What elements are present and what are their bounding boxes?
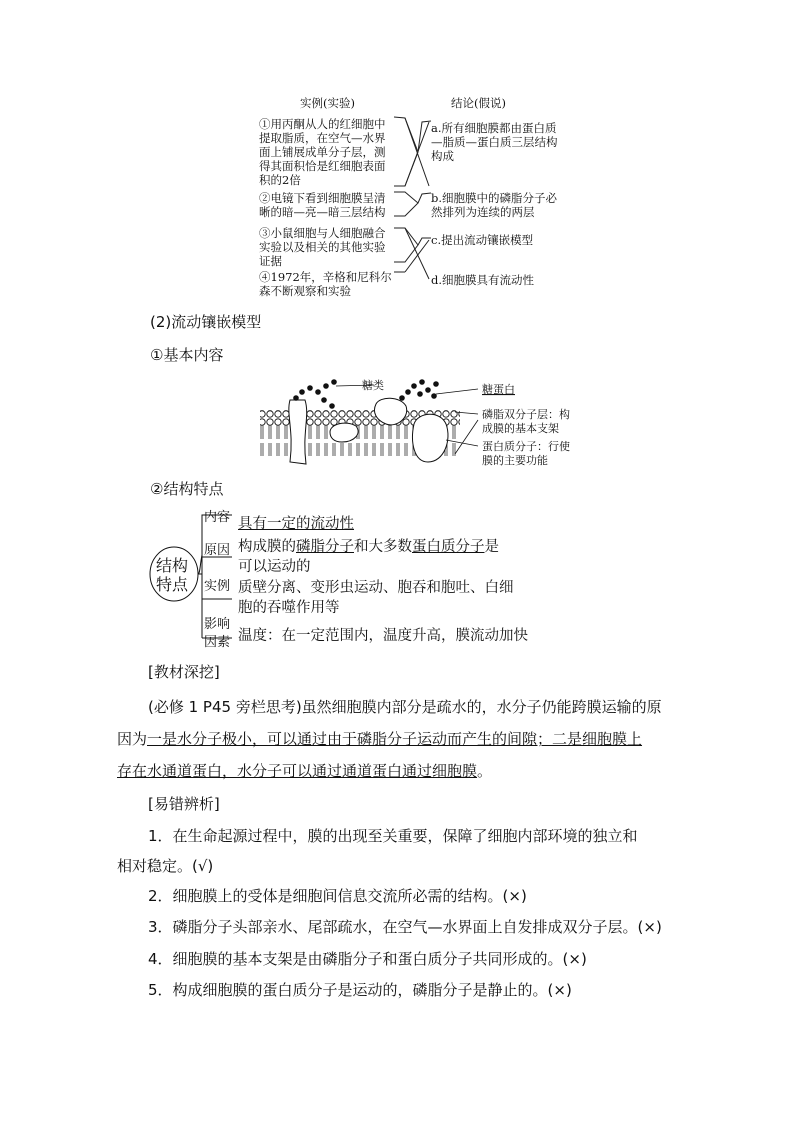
error-item-3: 3．磷脂分子头部亲水、尾部疏水，在空气—水界面上自发排成双分子层。(×) bbox=[148, 918, 662, 936]
label-protein-1: 蛋白质分子：行使 bbox=[482, 440, 570, 453]
feature-factor: 温度：在一定范围内，温度升高，膜流动加快 bbox=[238, 628, 528, 644]
membrane-diagram bbox=[250, 372, 580, 472]
label-content: 内容 bbox=[204, 510, 231, 525]
label-sugar: 糖类 bbox=[362, 379, 384, 392]
table-header-left: 实例(实验) bbox=[300, 96, 355, 110]
matching-lines bbox=[0, 0, 794, 300]
error-item-5: 5．构成细胞膜的蛋白质分子是运动的，磷脂分子是静止的。(×) bbox=[148, 981, 572, 999]
example-4: ④1972年，辛格和尼科尔 森不断观察和实验 bbox=[259, 270, 392, 298]
conclusion-c: c.提出流动镶嵌模型 bbox=[431, 233, 534, 247]
table-header-right: 结论(假说) bbox=[451, 96, 506, 110]
example-1: ①用丙酮从人的红细胞中 提取脂质，在空气—水界 面上铺展成单分子层，测 得其面积恰是红细胞表面 积的2倍 bbox=[259, 117, 386, 187]
subsection-basic: ①基本内容 bbox=[150, 346, 224, 364]
protein-surface bbox=[330, 423, 358, 442]
cross-line-4 bbox=[405, 240, 429, 272]
deep-dig-line-3: 存在水通道蛋白，水分子可以通过通道蛋白通过细胞膜。 bbox=[117, 762, 493, 780]
deep-dig-line-1: (必修 1 P45 旁栏思考)虽然细胞膜内部分是疏水的，水分子仍能跨膜运输的原 bbox=[148, 698, 662, 716]
protein-transmembrane bbox=[289, 400, 307, 464]
label-glycoprotein: 糖蛋白 bbox=[482, 383, 515, 396]
deep-dig-title: [教材深挖] bbox=[148, 663, 220, 681]
error-item-1: 1．在生命起源过程中，膜的出现至关重要，保障了细胞内部环境的独立和 bbox=[148, 827, 638, 845]
label-example: 实例 bbox=[204, 579, 231, 594]
label-bilayer-1: 磷脂双分子层：构 bbox=[482, 408, 570, 421]
label-reason: 原因 bbox=[204, 543, 231, 558]
example-2: ②电镜下看到细胞膜呈清 晰的暗—亮—暗三层结构 bbox=[259, 191, 386, 219]
error-analysis-title: [易错辨析] bbox=[148, 795, 220, 813]
subsection-features: ②结构特点 bbox=[150, 480, 224, 498]
right-bracket-c bbox=[418, 238, 431, 245]
bracket-2 bbox=[394, 192, 418, 216]
feature-example: 质壁分离、变形虫运动、胞吞和胞吐、白细 胞的吞噬作用等 bbox=[238, 580, 514, 616]
bracket-1 bbox=[394, 117, 418, 186]
section-title: (2)流动镶嵌模型 bbox=[150, 313, 262, 331]
error-item-2: 2．细胞膜上的受体是细胞间信息交流所必需的结构。(×) bbox=[148, 887, 527, 905]
conclusion-d: d.细胞膜具有流动性 bbox=[431, 273, 535, 287]
conclusion-a: a.所有细胞膜都由蛋白质 —脂质—蛋白质三层结构 构成 bbox=[431, 121, 558, 163]
center-label: 结构 特点 bbox=[156, 556, 189, 594]
right-bracket-b bbox=[418, 193, 431, 203]
label-protein-2: 膜的主要功能 bbox=[482, 454, 548, 467]
feature-reason: 构成膜的磷脂分子和大多数蛋白质分子是 可以运动的 bbox=[238, 539, 499, 575]
example-3: ③小鼠细胞与人细胞融合 实验以及相关的其他实验 证据 bbox=[259, 226, 386, 268]
leader-glycoprotein bbox=[436, 389, 478, 394]
cross-line-3 bbox=[405, 228, 429, 279]
label-bilayer-2: 成膜的基本支架 bbox=[482, 422, 559, 435]
deep-dig-line-2: 因为一是水分子极小，可以通过由于磷脂分子运动而产生的间隙；二是细胞膜上 bbox=[117, 730, 643, 748]
error-item-4: 4．细胞膜的基本支架是由磷脂分子和蛋白质分子共同形成的。(×) bbox=[148, 950, 587, 968]
bracket-3 bbox=[394, 228, 418, 262]
label-factor: 影响 因素 bbox=[204, 617, 231, 650]
error-item-1-cont: 相对稳定。(√) bbox=[117, 857, 214, 875]
conclusion-b: b.细胞膜中的磷脂分子必 然排列为连续的两层 bbox=[431, 191, 558, 219]
sugar-chain-right bbox=[399, 379, 439, 401]
feature-content: 具有一定的流动性 bbox=[238, 516, 354, 532]
